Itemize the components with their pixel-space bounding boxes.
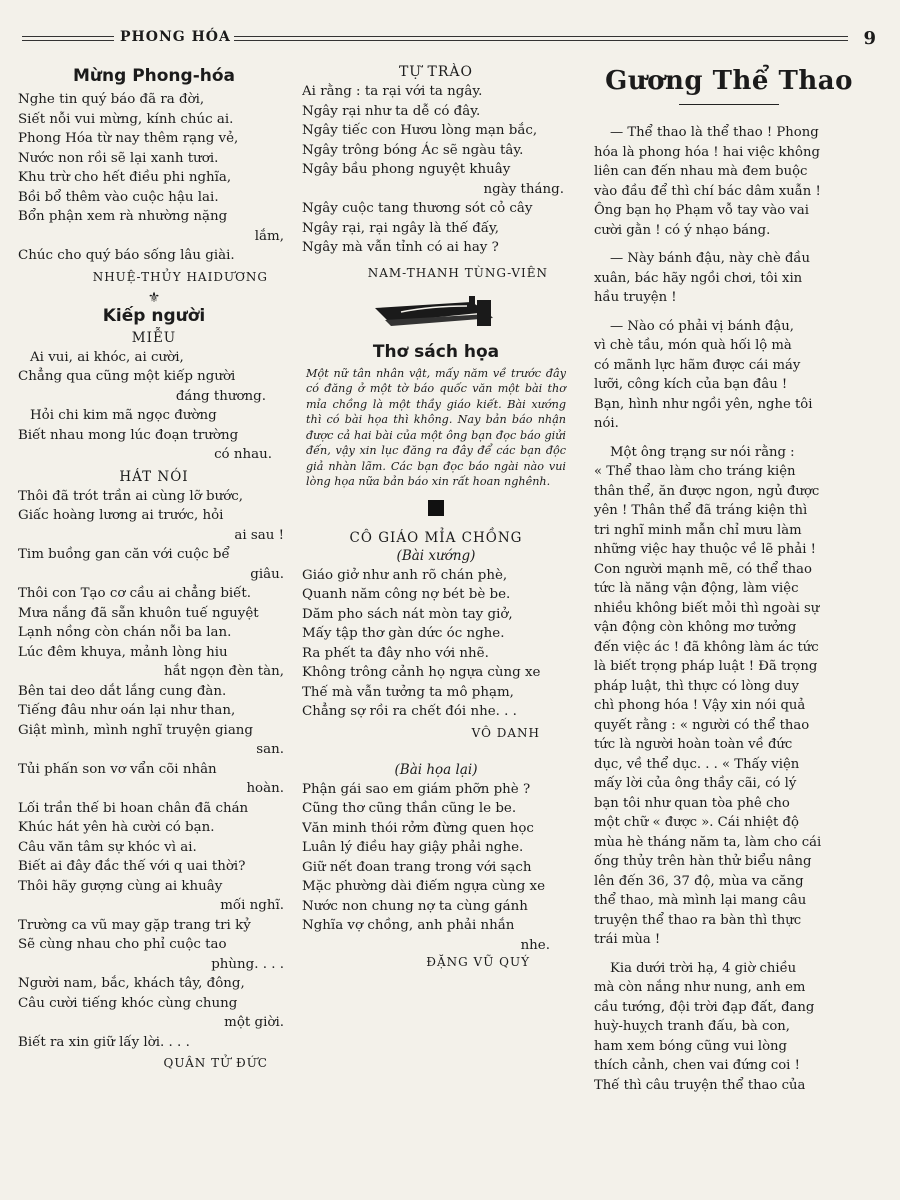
- article-line: — Thể thao là thể thao ! Phong: [610, 125, 819, 140]
- article-line: là biết trọng pháp luật ! Đã trọng: [594, 659, 818, 674]
- poem-line: Ngây tiếc con Hươu lòng mạn bắc,: [302, 123, 538, 138]
- poem-line: Phận gái sao em giám phỡn phè ?: [302, 781, 531, 797]
- poem-body: [302, 566, 570, 722]
- poem-line: Dăm pho sách nát mòn tay giở,: [302, 606, 513, 622]
- article-paragraph: [594, 317, 864, 434]
- article-line: cười gằn ! có ý nhạo báng.: [594, 222, 771, 238]
- title-underline: [679, 104, 779, 105]
- boat-illustration-icon: [371, 292, 501, 332]
- poem-title-tu-trao: TỰ TRÀO: [398, 64, 474, 80]
- article-line: xuân, bác hãy ngồi chơi, tôi xin: [594, 270, 803, 286]
- article-line: mà còn nắng như nung, anh em: [594, 980, 806, 995]
- poem-line: nhe.: [520, 937, 550, 953]
- poem-line: Mưa nắng đã sẵn khuôn tuế nguyệt: [18, 605, 259, 621]
- article-line: lên đến 36, 37 độ, mùa va căng: [594, 873, 804, 889]
- poem-body: [18, 90, 290, 266]
- article-line: thể thao, mà mình lại mang câu: [594, 893, 807, 908]
- article-line: thích cảnh, chen vai đứng coi !: [594, 1058, 800, 1073]
- article-line: huỳ-huỵch tranh đấu, bà con,: [594, 1019, 790, 1034]
- poem-line: Văn minh thói rởm đừng quen học: [302, 820, 534, 836]
- poem-line: ai sau !: [234, 527, 284, 543]
- article-title-guong-the-thao: Gương Thể Thao: [605, 66, 853, 96]
- poem-line: Thôi con Tạo cơ cầu ai chẳng biết.: [18, 586, 252, 601]
- poem-line: Luân lý điều hay giậy phải nghe.: [302, 840, 524, 855]
- section-title-tho-sach-hoa: Thơ sách họa: [372, 341, 500, 362]
- paper-name: PHONG HÓA: [120, 29, 231, 45]
- poem-line: Thế mà vẫn tưởng ta mô phạm,: [302, 684, 514, 700]
- poem-line: Không trông cảnh họ ngựa cùng xe: [302, 665, 541, 680]
- poem-line: Trường ca vũ may gặp trang tri kỷ: [18, 917, 251, 933]
- article-line: có mãnh lực hãm được cái máy: [594, 357, 801, 373]
- poem-line: hoàn.: [246, 781, 284, 796]
- header-rule-left: [22, 36, 114, 41]
- poem-line: ngày tháng.: [483, 181, 564, 197]
- poem-line: Nghe tin quý báo đã ra đời,: [18, 92, 205, 107]
- poem-subtitle: (Bài họa lại): [394, 761, 478, 778]
- poem-line: đáng thương.: [175, 388, 266, 404]
- article-paragraph: [594, 443, 864, 950]
- poem-title-kiep-nguoi: Kiếp người: [102, 305, 206, 326]
- poem-line: Chẳng sợ rồi ra chết đói nhe. . .: [302, 704, 517, 719]
- poem-line: Biết nhau mong lúc đoạn trường: [18, 427, 239, 443]
- article-line: vận động còn không mơ tưởng: [594, 620, 797, 635]
- poem-line: Giật mình, mình nghĩ truyện giang: [18, 722, 253, 738]
- poem-line: Tủi phấn son vơ vẩn cõi nhân: [18, 761, 217, 777]
- poem-line: Biết ai đây đắc thế với q uai thời?: [18, 859, 246, 874]
- author-signature: QUÂN TỬ ĐỨC: [163, 1056, 268, 1070]
- article-line: — Nào có phải vị bánh đậu,: [610, 318, 794, 334]
- article-line: tri nghĩ minh mẫn chỉ mưu làm: [594, 522, 802, 538]
- article-paragraph: [594, 123, 864, 240]
- author-signature: NHUỆ-THỦY HAIDƯƠNG: [92, 269, 268, 284]
- article-line: yên ! Thân thể đã tráng kiện thì: [594, 503, 808, 518]
- article-line: thân thể, ăn được ngon, ngủ được: [594, 483, 820, 499]
- author-signature: ĐẶNG VŨ QUÝ: [426, 955, 530, 969]
- article-paragraph: [594, 249, 864, 308]
- article-line: vì chè tầu, món quà hối lộ mà: [594, 338, 792, 353]
- poem-line: Khu trừ cho hết điều phi nghĩa,: [18, 170, 232, 185]
- author-signature: VÔ DANH: [471, 725, 540, 740]
- poem-line: Thôi đã trót trần ai cùng lỡ bước,: [18, 488, 244, 504]
- poem-subheading: HÁT NÓI: [119, 468, 189, 485]
- poem-subtitle: (Bài xướng): [396, 547, 476, 564]
- article-line: vào đầu để thì chí bác dâm xuẫn !: [594, 183, 821, 199]
- poem-line: Ra phết ta đây nho với nhẽ.: [302, 645, 489, 661]
- article-line: mùa hè tháng năm ta, làm cho cái: [594, 834, 822, 850]
- poem-line: Lối trần thế bi hoan chân đã chán: [18, 800, 249, 816]
- poem-line: phùng. . . .: [211, 956, 284, 972]
- column-middle: [302, 60, 570, 969]
- poem-line: Bên tai deo dắt lắng cung đàn.: [18, 683, 227, 699]
- article-line: Thế thì câu truyện thể thao của: [594, 1077, 806, 1093]
- poem-line: Nước non chung nợ ta cùng gánh: [302, 898, 528, 914]
- poem-line: Mặc phường dài điếm ngựa cùng xe: [302, 879, 546, 894]
- page-header: [22, 28, 880, 52]
- article-line: — Này bánh đậu, này chè đầu: [610, 251, 810, 266]
- article-line: Một ông trạng sư nói rằng :: [610, 444, 795, 460]
- poem-line: Chẳng qua cũng một kiếp người: [18, 369, 236, 384]
- poem-line: Mấy tập thơ gàn dức óc nghe.: [302, 626, 505, 641]
- poem-line: Tim buồng gan căn với cuộc bể: [18, 547, 230, 562]
- poem-line: Giáo giở như anh rõ chán phè,: [302, 567, 508, 583]
- poem-line: Nghĩa vợ chồng, anh phải nhắn: [302, 918, 515, 933]
- article-line: « Thể thao làm cho tráng kiện: [594, 464, 796, 479]
- poem-line: Ngây rại như ta dễ có đây.: [302, 103, 481, 119]
- poem-line: Tiếng đâu như oán lại như than,: [18, 703, 236, 718]
- poem-line: lắm,: [254, 228, 284, 244]
- poem-line: giâu.: [250, 566, 284, 582]
- poem-line: san.: [256, 742, 284, 757]
- poem-line: Câu văn tâm sự khóc vì ai.: [18, 839, 197, 855]
- article-line: một chữ « được ». Cái nhiệt độ: [594, 815, 799, 830]
- article-line: Kia dưới trời hạ, 4 giờ chiều: [610, 960, 797, 976]
- article-line: pháp luật, thì thực có lòng duy: [594, 678, 799, 694]
- poem-line: Ngây bầu phong nguyệt khuây: [302, 162, 511, 177]
- poem-line: Biết ra xin giữ lấy lời. . . .: [18, 1034, 190, 1050]
- article-line: truyện thể thao ra bàn thì thực: [594, 912, 802, 928]
- article-line: tức là người hoàn toàn về đức: [594, 737, 793, 752]
- poem-line: Hỏi chi kim mã ngọc đường: [30, 408, 217, 423]
- ornament-icon: ⚜: [147, 289, 161, 306]
- poem-line: Lúc đêm khuya, mảnh lòng hiu: [18, 644, 228, 660]
- author-signature: NAM-THANH TÙNG-VIÊN: [367, 265, 548, 280]
- black-square-separator: [428, 500, 444, 516]
- page-number: 9: [863, 28, 876, 49]
- article-line: đến việc ác ! đã không làm ác tức: [594, 639, 819, 655]
- article-line: hóa là phong hóa ! hai việc không: [594, 144, 820, 160]
- article-line: bạn tôi như quan tòa phê cho: [594, 795, 790, 811]
- article-body: [594, 123, 864, 1095]
- article-line: mấy lời của ông thầy cãi, có lý: [594, 776, 797, 791]
- poem-body: [302, 780, 570, 956]
- poem-line: Siết nỗi vui mừng, kính chúc ai.: [18, 111, 234, 127]
- poem-body: [302, 82, 570, 258]
- poem-line: Sẽ cùng nhau cho phỉ cuộc tao: [18, 937, 227, 952]
- article-line: nhiều không biết mỏi thì ngoài sự: [594, 600, 820, 616]
- poem-line: Ngây mà vẫn tỉnh có ai hay ?: [302, 240, 499, 255]
- poem-line: Ai rằng : ta rại với ta ngây.: [302, 84, 483, 99]
- poem-line: Chúc cho quý báo sống lâu giài.: [18, 248, 235, 263]
- poem-line: có nhau.: [214, 447, 272, 462]
- article-line: lưỡi, công kích của bạn đâu !: [594, 377, 788, 392]
- poem-line: Ngây cuộc tang thương sót cỏ cây: [302, 201, 533, 216]
- poem-line: Bổn phận xem rà nhường nặng: [18, 209, 228, 224]
- header-rule-right: [234, 36, 848, 41]
- column-left: [18, 60, 290, 1070]
- poem-line: Phong Hóa từ nay thêm rạng vẻ,: [18, 131, 239, 146]
- column-right: [594, 60, 864, 1104]
- poem-line: hắt ngọn đèn tàn,: [163, 664, 284, 679]
- poem-line: Câu cười tiếng khóc cùng chung: [18, 995, 238, 1011]
- poem-line: Thôi hãy gượng cùng ai khuây: [18, 878, 223, 894]
- article-line: ống thủy trên hàn thử biểu nâng: [594, 854, 812, 869]
- poem-body: [18, 487, 290, 1053]
- article-paragraph: [594, 959, 864, 1096]
- poem-line: Quanh năm công nợ bét bè be.: [302, 587, 511, 602]
- poem-subheading: MIỄU: [131, 329, 177, 346]
- poem-line: một giời.: [224, 1015, 284, 1030]
- poem-line: Ai vui, ai khóc, ai cười,: [30, 349, 184, 365]
- article-line: những việc hay thuộc về lẽ phải !: [594, 542, 816, 557]
- poem-line: Ngây trông bóng Ác sẽ ngàu tây.: [302, 142, 524, 158]
- article-line: hầu truyện !: [594, 290, 677, 305]
- article-line: cầu tướng, đội trời đạp đất, đang: [594, 999, 815, 1015]
- poem-line: Nước non rồi sẽ lại xanh tươi.: [18, 150, 219, 166]
- article-line: Bạn, hình như ngồi yên, nghe tôi: [594, 396, 813, 412]
- poem-title-mung-phong-hoa: Mừng Phong-hóa: [72, 66, 236, 86]
- poem-line: Lạnh nồng còn chán nỗi ba lan.: [18, 625, 232, 640]
- poem-body: [18, 348, 290, 465]
- poem-line: Người nam, bắc, khách tây, đông,: [18, 976, 245, 991]
- article-line: tức là năng vận động, làm việc: [594, 581, 799, 596]
- poem-line: Giữ nết đoan trang trong với sạch: [302, 859, 532, 875]
- poem-line: Khúc hát yên hà cười có bạn.: [18, 820, 215, 835]
- article-line: dục, về thể dục. . . « Thấy viện: [594, 756, 800, 772]
- poem-line: Cũng thơ cũng thần cũng le be.: [302, 801, 517, 816]
- article-line: chì phong hóa ! Vậy xin nói quả: [594, 698, 806, 713]
- poem-line: mối nghĩ.: [220, 898, 284, 913]
- article-line: quyết rằng : « người có thể thao: [594, 717, 810, 733]
- section-intro: Một nữ tân nhân vật, mấy năm về trước đây có đăng ở một tờ báo quốc văn một bài thơ mỉa chồng là một thầy giáo kiết. Bài xướng thì có bài họa thì không. Nay bản báo nhận được cả hai bài của một ông bạn đọc báo giửi đến, vậy xin lục đăng ra đây để các bạn độc giả nhàn lãm. Các bạn đọc báo ngài nào vui lòng họa nữa bản báo xin rất hoan nghênh.: [306, 366, 566, 488]
- article-line: ham xem bóng cũng vui lòng: [594, 1038, 787, 1054]
- article-line: Con người mạnh mẽ, có thể thao: [594, 561, 812, 577]
- poem-line: Bồi bổ thêm vào cuộc hậu lai.: [18, 189, 219, 205]
- article-line: Ông bạn họ Phạm vỗ tay vào vai: [594, 203, 809, 218]
- article-line: trái mùa !: [594, 932, 661, 947]
- article-line: liên can đến nhau mà đem buộc: [594, 164, 808, 179]
- article-line: nói.: [594, 416, 619, 431]
- poem-line: Ngây rại, rại ngây là thế đấy,: [302, 220, 500, 236]
- poem-line: Giấc hoàng lương ai trước, hỏi: [18, 508, 224, 523]
- poem-title-co-giao: CÔ GIÁO MỈA CHỒNG: [349, 529, 523, 546]
